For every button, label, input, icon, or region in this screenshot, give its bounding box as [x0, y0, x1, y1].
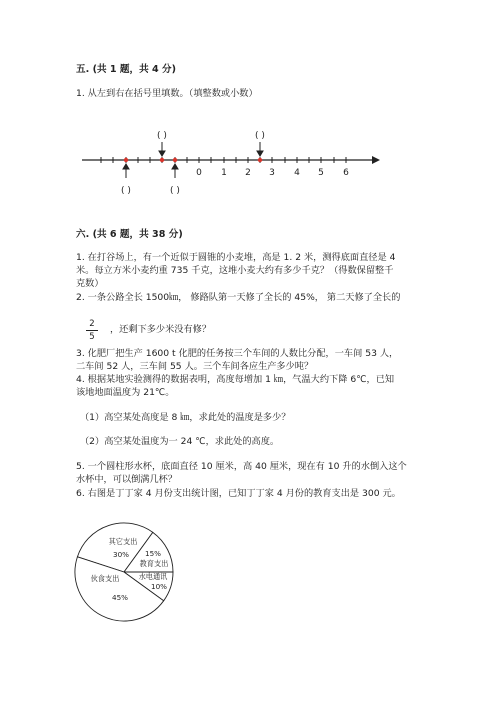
pie-label-food: 伙食支出 — [90, 574, 120, 583]
q2-line1: 2. 一条公路全长 1500㎞， 修路队第一天修了全长的 45%， 第二天修了全长的 — [76, 292, 401, 303]
q4-line1: 4. 根据某地实验测得的数据表明，高度每增加 1 ㎞，气温大约下降 6℃，已知 — [76, 374, 395, 385]
q5-line2: 水杯中，可以倒满几杯？ — [76, 474, 178, 485]
q4-sub2: （2）高空某处温度为一 24 ℃，求此处的高度。 — [80, 436, 280, 447]
pie-label-education: 教育支出 — [139, 559, 169, 568]
tick-label: 1 — [221, 168, 227, 178]
q1-line2: 米。每立方米小麦约重 735 千克，这堆小麦大约有多少千克？（得数保留整千 — [76, 265, 394, 276]
q3-line1: 3. 化肥厂把生产 1600 t 化肥的任务按三个车间的人数比分配，一车间 53 人， — [76, 348, 399, 359]
tick-label: 2 — [245, 168, 251, 178]
answer-blank: ( ) — [121, 186, 131, 196]
section5-heading: 五. (共 1 题，共 4 分) — [76, 64, 177, 75]
q4-sub1: （1）高空某处高度是 8 ㎞，求此处的温度是多少？ — [80, 412, 291, 423]
q5-line1: 5. 一个圆柱形水杯，底面直径 10 厘米，高 40 厘米，现在有 10 升的水倒入这个 — [76, 461, 407, 472]
pie-label-other: 其它支出 — [108, 537, 138, 546]
tick-label: 5 — [318, 168, 324, 178]
tick-label: 0 — [196, 168, 202, 178]
q1-line3: 克数） — [76, 278, 104, 289]
section5-question-1: 1. 从左到右在括号里填数。（填整数或小数） — [76, 88, 258, 99]
tick-label: 3 — [269, 168, 275, 178]
q2-line2: ，还剩下多少米没有修？ — [110, 324, 212, 335]
answer-blank: ( ) — [170, 186, 180, 196]
q6-line1: 6. 右图是丁丁家 4 月份支出统计图，已知丁丁家 4 月份的教育支出是 300 元。 — [76, 488, 401, 499]
pie-label-utilities: 水电通讯 — [138, 572, 168, 581]
fraction-numerator: 2 — [89, 319, 95, 329]
q4-line2: 该地地面温度为 21℃。 — [76, 387, 175, 398]
pie-value-other: 30% — [113, 550, 129, 559]
q3-line2: 二车间 52 人，三车间 55 人。三个车间各应生产多少吨？ — [76, 361, 314, 372]
pie-value-education: 15% — [145, 549, 161, 558]
section6-heading: 六. (共 6 题，共 38 分) — [76, 229, 183, 240]
answer-blank: ( ) — [157, 131, 167, 141]
tick-label: 4 — [294, 168, 300, 178]
q1-line1: 1. 在打谷场上，有一个近似于圆锥的小麦堆，高是 1. 2 米，测得底面直径是 4 — [76, 252, 396, 263]
answer-blank: ( ) — [255, 131, 265, 141]
fraction-denominator: 5 — [89, 332, 95, 342]
pie-value-food: 45% — [112, 593, 128, 602]
tick-label: 6 — [343, 168, 349, 178]
pie-value-utilities: 10% — [151, 582, 167, 591]
